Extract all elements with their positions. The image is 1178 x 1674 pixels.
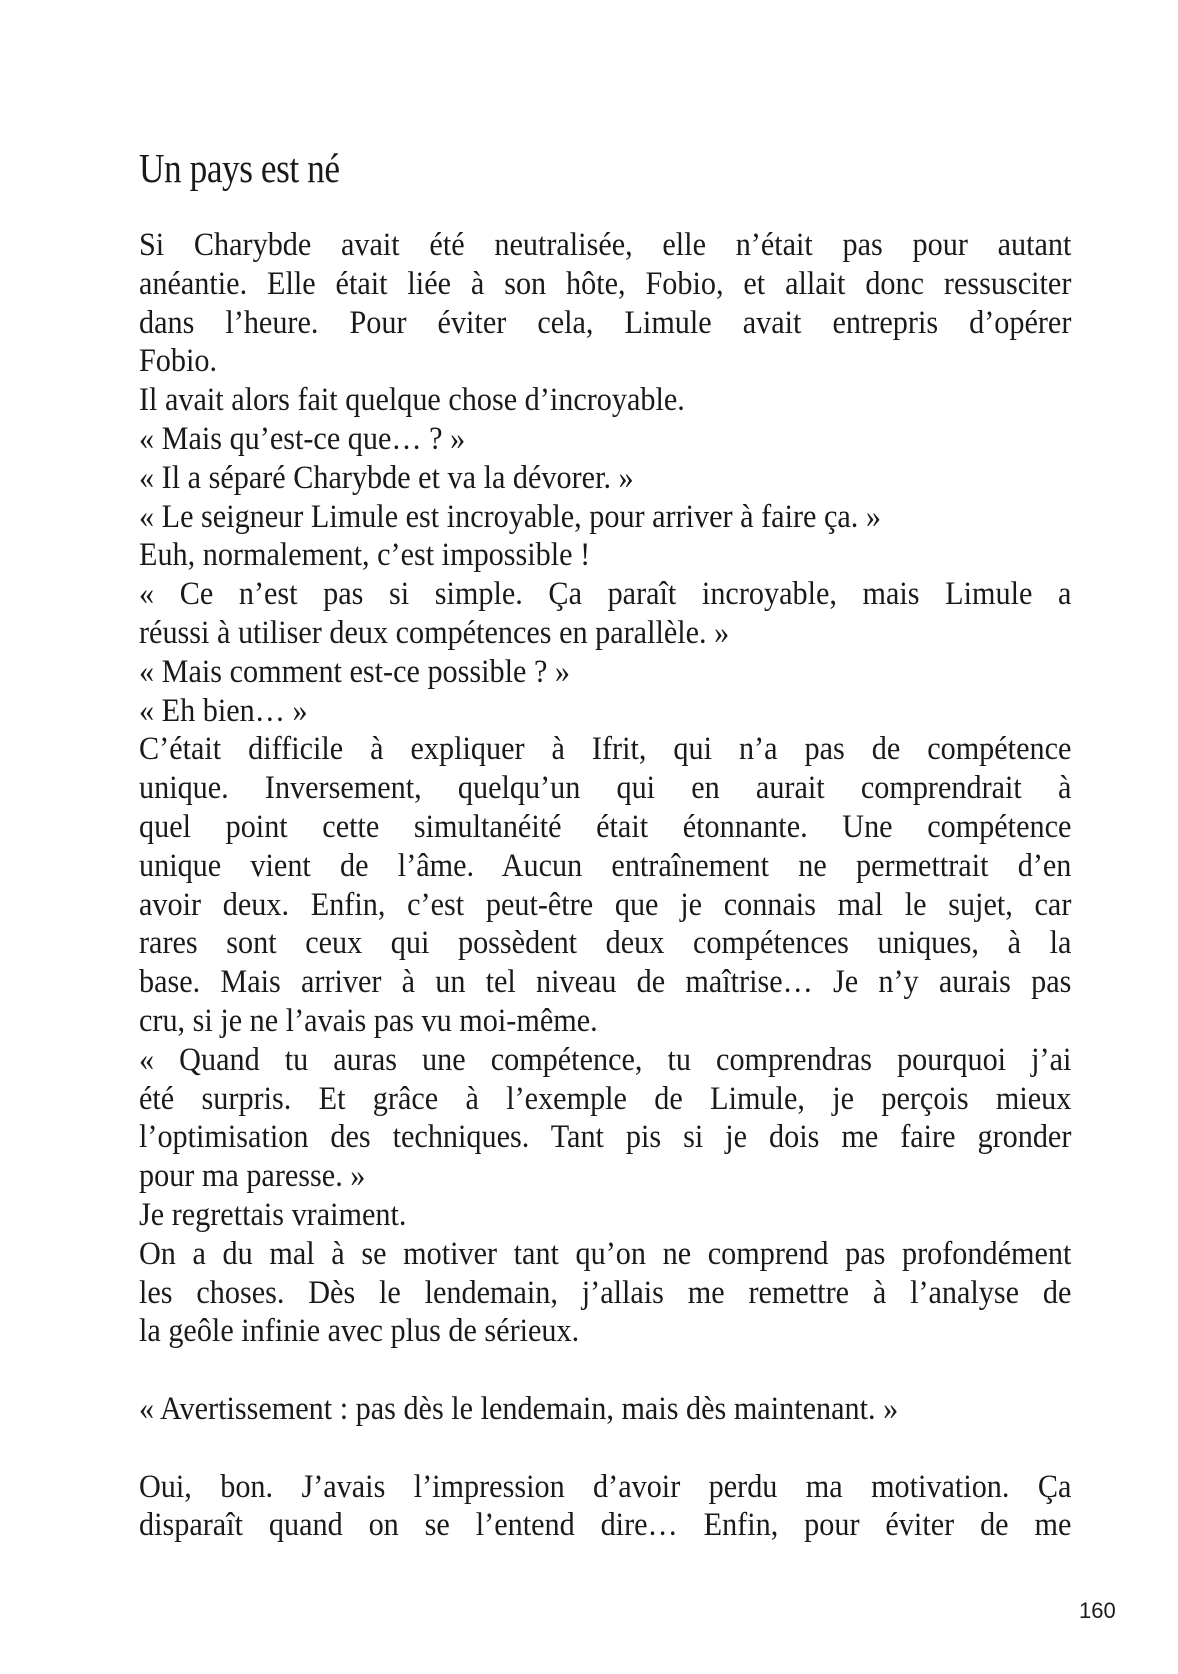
text-line: Je regrettais vraiment.	[139, 1196, 407, 1233]
chapter-title: Un pays est né	[139, 145, 340, 191]
text-line: pour ma paresse. »	[139, 1158, 366, 1195]
page-number: 160	[1079, 1598, 1116, 1623]
text-line: « Il a séparé Charybde et va la dévorer. »	[139, 459, 634, 496]
text-line: rares sont ceux qui possèdent deux compétences uniques, à la	[139, 925, 1072, 962]
text-line: « Eh bien… »	[139, 692, 308, 729]
paragraph-gap	[139, 1429, 1071, 1468]
text-line: Oui, bon. J’avais l’impression d’avoir perdu ma motivation. Ça	[139, 1468, 1072, 1505]
text-line: quel point cette simultanéité était étonnante. Une compétence	[139, 808, 1072, 845]
text-line: Fobio.	[139, 343, 218, 380]
text-line: « Mais comment est-ce possible ? »	[139, 653, 571, 690]
text-line: Il avait alors fait quelque chose d’incroyable.	[139, 382, 685, 419]
text-line: « Mais qu’est-ce que… ? »	[139, 420, 466, 457]
text-line: cru, si je ne l’avais pas vu moi-même.	[139, 1002, 598, 1039]
text-line: anéantie. Elle était liée à son hôte, Fobio, et allait donc ressusciter	[139, 265, 1072, 302]
text-line: été surpris. Et grâce à l’exemple de Limule, je perçois mieux	[139, 1080, 1072, 1117]
text-line: C’était difficile à expliquer à Ifrit, qui n’a pas de compétence	[139, 731, 1072, 768]
text-line: Si Charybde avait été neutralisée, elle n’était pas pour autant	[139, 227, 1072, 263]
text-line: l’optimisation des techniques. Tant pis si je dois me faire gronder	[139, 1119, 1072, 1156]
text-line: disparaît quand on se l’entend dire… Enfin, pour éviter de me	[139, 1507, 1072, 1544]
text-line: dans l’heure. Pour éviter cela, Limule avait entrepris d’opérer	[139, 304, 1072, 341]
text-line: unique vient de l’âme. Aucun entraînement ne permettrait d’en	[139, 847, 1072, 884]
text-line: On a du mal à se motiver tant qu’on ne comprend pas profondément	[139, 1235, 1072, 1272]
text-line: « Quand tu auras une compétence, tu comprendras pourquoi j’ai	[139, 1041, 1072, 1078]
text-line: « Avertissement : pas dès le lendemain, mais dès maintenant. »	[139, 1390, 899, 1427]
text-line: réussi à utiliser deux compétences en parallèle. »	[139, 614, 730, 651]
text-line: base. Mais arriver à un tel niveau de maîtrise… Je n’y aurais pas	[139, 964, 1072, 1001]
paragraph-gap	[139, 1351, 1071, 1390]
text-line: « Le seigneur Limule est incroyable, pour arriver à faire ça. »	[139, 498, 881, 535]
text-line: « Ce n’est pas si simple. Ça paraît incroyable, mais Limule a	[139, 576, 1072, 613]
text-line: avoir deux. Enfin, c’est peut-être que je connais mal le sujet, car	[139, 886, 1072, 923]
text-line: les choses. Dès le lendemain, j’allais me remettre à l’analyse de	[139, 1274, 1072, 1311]
body-text	[139, 226, 1071, 1545]
text-line: unique. Inversement, quelqu’un qui en aurait comprendrait à	[139, 770, 1072, 807]
text-line: Euh, normalement, c’est impossible !	[139, 537, 591, 574]
text-line: la geôle infinie avec plus de sérieux.	[139, 1313, 580, 1350]
